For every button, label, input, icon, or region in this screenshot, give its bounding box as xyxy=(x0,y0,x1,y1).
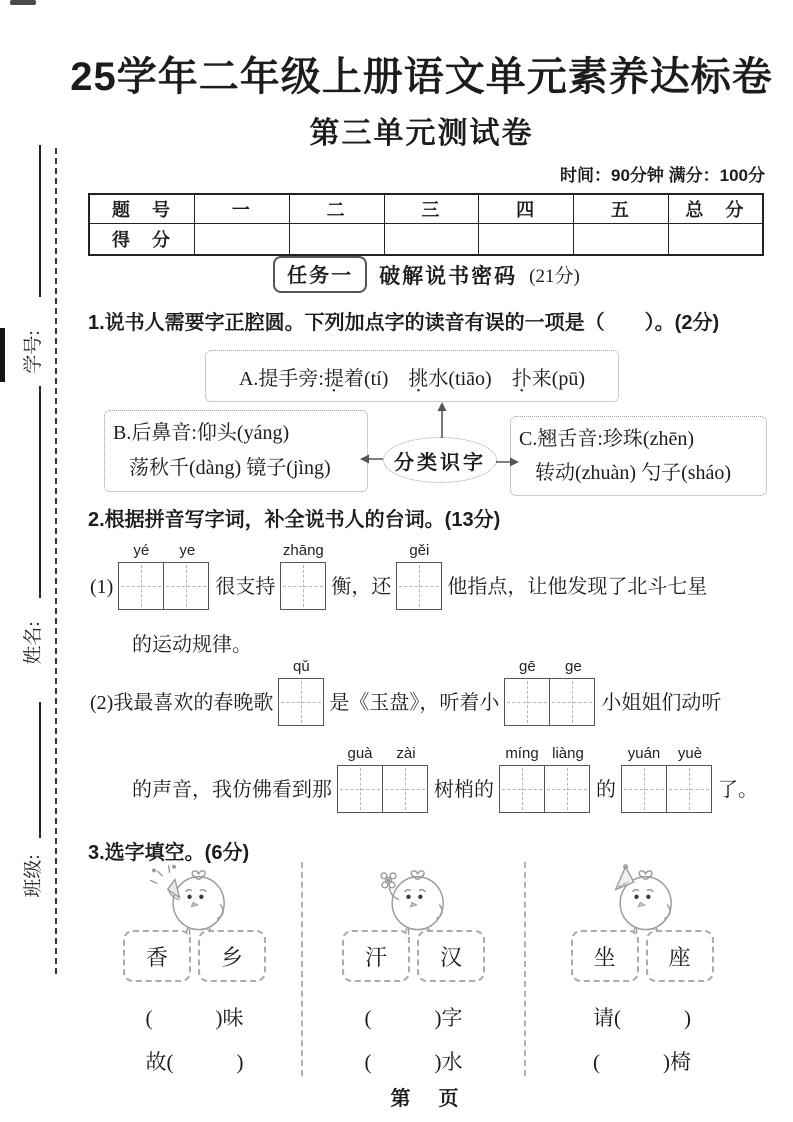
writing-cell xyxy=(549,678,595,726)
score-empty-cell xyxy=(195,224,290,256)
score-empty-cell xyxy=(479,224,574,256)
option-c-line2 xyxy=(519,456,758,490)
fill-in-blank: 故( ) xyxy=(145,1050,244,1074)
writing-cell xyxy=(396,562,442,610)
pinyin-writing-box xyxy=(278,658,324,726)
pinyin-label: yuán xyxy=(627,745,661,762)
score-table-header-cell: 一 xyxy=(195,194,290,224)
sentence-text: 他指点，让他发现了北斗七星 xyxy=(447,576,708,598)
pinyin-row xyxy=(499,745,591,765)
sentence-text: 衡，还 xyxy=(331,576,392,598)
seal-fold-line xyxy=(55,148,57,974)
chick-illustration xyxy=(144,862,246,937)
option-text: 动(zhuàn) xyxy=(555,462,642,484)
fill-in-blank: ( )椅 xyxy=(593,1050,691,1074)
chick-illustration xyxy=(363,862,465,937)
score-table-header-cell: 二 xyxy=(289,194,384,224)
score-empty-cell xyxy=(668,224,763,256)
pinyin-label: gē xyxy=(518,658,536,675)
sentence-text: 的运动规律。 xyxy=(132,634,252,656)
pinyin-label: ge xyxy=(564,658,582,675)
score-table-score-row xyxy=(89,224,763,256)
pinyin-writing-box xyxy=(504,658,596,726)
writing-cells xyxy=(499,765,591,813)
option-text: B.后鼻音: xyxy=(113,422,197,444)
student-id-label: 学号: xyxy=(23,330,44,374)
option-text: A.提手旁: xyxy=(238,367,324,390)
pinyin-label: guà xyxy=(347,745,373,762)
question2-line4 xyxy=(130,745,760,813)
task1-badge: 任务一 xyxy=(273,256,367,293)
dotted-char: 提 • xyxy=(324,362,344,391)
score-table-header-cell: 五 xyxy=(574,194,669,224)
print-mark xyxy=(10,0,36,5)
page-title: 25学年二年级上册语文单元素养达标卷 xyxy=(70,55,773,99)
option-text: 子(jìng) xyxy=(266,457,331,479)
character-choice-box: 汗 xyxy=(342,930,410,982)
dotted-char: 荡 • xyxy=(129,451,149,486)
writing-cell xyxy=(666,765,712,813)
question1-text: 1.说书人需要字正腔圆。下列加点字的读音有误的一项是（ ）。(2分) xyxy=(88,312,720,334)
sentence-text: 很支持 xyxy=(215,576,276,598)
pinyin-row xyxy=(621,745,713,765)
chick-illustration xyxy=(591,862,693,937)
writing-cell xyxy=(337,765,383,813)
option-text: 头(yáng) xyxy=(216,422,290,444)
writing-cells xyxy=(504,678,596,726)
fill-in-blank: ( )字 xyxy=(364,1006,463,1030)
dotted-char: 仰 • xyxy=(197,416,217,451)
writing-cell xyxy=(118,562,164,610)
question2-line3 xyxy=(88,658,723,726)
pinyin-row xyxy=(337,745,429,765)
question2-text: 2.根据拼音写字词，补全说书人的台词。(13分) xyxy=(88,509,501,531)
fill-in-blank: ( )味 xyxy=(145,1006,244,1030)
name-label: 姓名: xyxy=(23,621,44,665)
writing-cell xyxy=(280,562,326,610)
task1-banner xyxy=(88,256,765,293)
option-text: 珠(zhēn) xyxy=(622,428,694,450)
pinyin-label: míng xyxy=(505,745,539,762)
character-choice-box: 乡 xyxy=(198,930,266,982)
question3-groups xyxy=(88,862,780,1076)
name-blank-line xyxy=(39,386,41,598)
sentence-text: 小姐姐们动听 xyxy=(601,692,722,714)
score-table-corner-cell: 题 号 xyxy=(89,194,195,224)
writing-cells xyxy=(396,562,442,610)
pinyin-writing-box xyxy=(280,542,326,610)
option-b-box xyxy=(104,410,368,492)
pinyin-label: yuè xyxy=(677,745,703,762)
pinyin-row xyxy=(278,658,324,678)
option-a-box xyxy=(205,350,619,402)
class-label: 班级: xyxy=(23,854,44,898)
pinyin-label: yé xyxy=(133,542,150,559)
writing-cell xyxy=(278,678,324,726)
writing-cells xyxy=(280,562,326,610)
option-c-box xyxy=(510,416,767,496)
score-empty-cell xyxy=(384,224,479,256)
score-table-header-cell: 四 xyxy=(479,194,574,224)
student-id-blank-line xyxy=(39,145,41,297)
page-subtitle: 第三单元测试卷 xyxy=(309,117,534,150)
dotted-char: 珍 • xyxy=(603,422,623,456)
option-text: 秋千(dàng) xyxy=(149,457,247,479)
character-choice-boxes xyxy=(342,930,485,982)
character-choice-box: 坐 xyxy=(571,930,639,982)
dotted-char: 勺 • xyxy=(641,456,661,490)
fill-in-blank: ( )水 xyxy=(364,1050,463,1074)
writing-cells xyxy=(337,765,429,813)
option-text: 水(tiāo) xyxy=(428,367,512,390)
option-text: 着(tí) xyxy=(343,367,409,390)
dotted-char: 挑 • xyxy=(408,362,428,391)
dotted-char: 转 • xyxy=(535,456,555,490)
time-and-score-info: 时间：90分钟 满分：100分 xyxy=(560,166,765,185)
sentence-text: 是《玉盘》，听着小 xyxy=(329,692,500,714)
writing-cells xyxy=(118,562,210,610)
arrow-left-icon xyxy=(358,451,384,467)
writing-cell xyxy=(621,765,667,813)
dotted-char: 镜 • xyxy=(246,451,266,486)
pinyin-label: qǔ xyxy=(292,658,310,675)
writing-cell xyxy=(504,678,550,726)
writing-cell xyxy=(382,765,428,813)
character-choice-box: 座 xyxy=(646,930,714,982)
choose-character-group xyxy=(88,862,301,1076)
sentence-text: 了。 xyxy=(718,779,758,801)
writing-cell xyxy=(499,765,545,813)
task1-title: 破解说书密码 xyxy=(379,264,518,288)
classify-characters-bubble: 分类识字 xyxy=(383,437,497,483)
score-row-label-cell: 得 分 xyxy=(89,224,195,256)
pinyin-label: zài xyxy=(396,745,416,762)
option-text: 子(sháo) xyxy=(661,462,732,484)
writing-cell xyxy=(163,562,209,610)
pinyin-label: gěi xyxy=(409,542,430,559)
party-popper-icon xyxy=(150,865,179,899)
sentence-text: 的声音，我仿佛看到那 xyxy=(132,779,332,801)
question2-line1 xyxy=(88,542,709,610)
pinyin-label: zhāng xyxy=(282,542,324,559)
writing-cells xyxy=(621,765,713,813)
option-c-line1 xyxy=(519,422,758,456)
character-choice-boxes xyxy=(571,930,714,982)
pinyin-row xyxy=(396,542,442,562)
score-table xyxy=(88,193,764,256)
option-text: 来(pū) xyxy=(531,367,586,390)
page-number-footer: 第 页 xyxy=(390,1088,463,1110)
pinyin-writing-box xyxy=(499,745,591,813)
choose-character-group xyxy=(301,862,526,1076)
pinyin-writing-box xyxy=(621,745,713,813)
pinyin-label: liàng xyxy=(552,745,584,762)
dotted-char: 扑 • xyxy=(512,362,532,391)
edge-print-mark xyxy=(0,328,5,382)
pinyin-row xyxy=(280,542,326,562)
score-empty-cell xyxy=(289,224,384,256)
writing-cells xyxy=(278,678,324,726)
arrow-up-icon xyxy=(432,400,452,440)
sentence-text: (2)我最喜欢的春晚歌 xyxy=(90,692,274,714)
arrow-right-icon xyxy=(495,454,521,470)
option-b-line1 xyxy=(113,416,359,451)
character-choice-box: 香 xyxy=(123,930,191,982)
pinyin-label: ye xyxy=(179,542,196,559)
score-empty-cell xyxy=(574,224,669,256)
class-blank-line xyxy=(39,702,41,838)
score-table-header-row xyxy=(89,194,763,224)
pinyin-row xyxy=(118,542,210,562)
option-b-line2 xyxy=(113,451,359,486)
sentence-text: 树梢的 xyxy=(434,779,494,801)
score-table-header-cell: 总 分 xyxy=(668,194,763,224)
task1-points: (21分) xyxy=(529,266,580,287)
choose-character-group xyxy=(526,862,780,1076)
pinyin-writing-box xyxy=(337,745,429,813)
fill-in-blank: 请( ) xyxy=(593,1006,691,1030)
score-table-header-cell: 三 xyxy=(384,194,479,224)
character-choice-boxes xyxy=(123,930,266,982)
character-choice-box: 汉 xyxy=(417,930,485,982)
sentence-text: 的 xyxy=(596,779,616,801)
pinyin-writing-box xyxy=(118,542,210,610)
pinyin-writing-box xyxy=(396,542,442,610)
question3-text: 3.选字填空。(6分) xyxy=(88,842,250,864)
option-text: C.翘舌音: xyxy=(519,428,603,450)
writing-cell xyxy=(544,765,590,813)
sentence-text: (1) xyxy=(90,576,114,598)
pinyin-row xyxy=(504,658,596,678)
